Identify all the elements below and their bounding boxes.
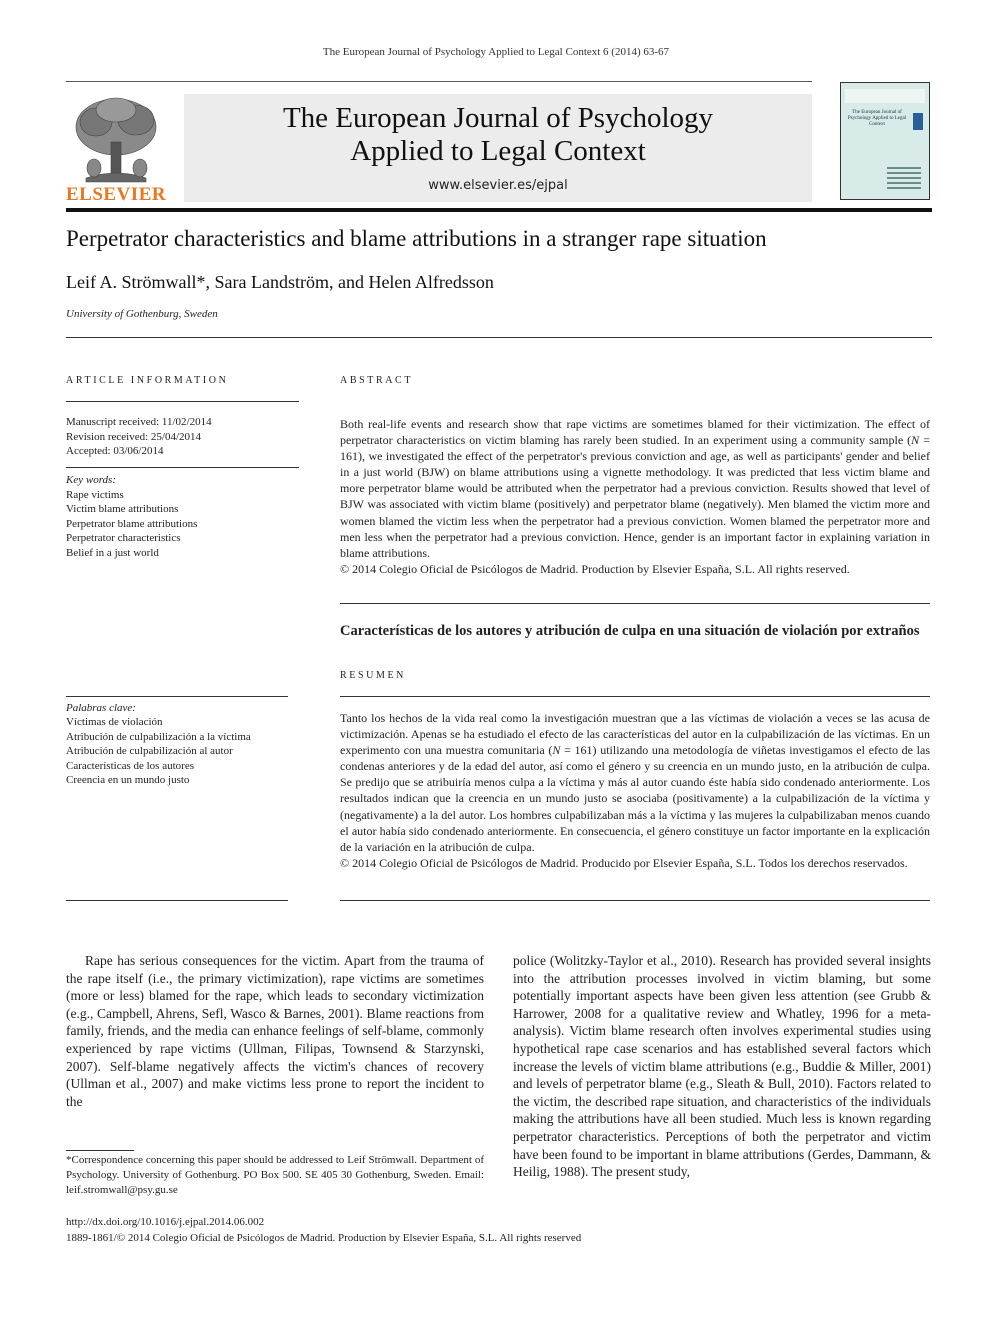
divider — [66, 467, 299, 468]
accepted-date: Accepted: 03/06/2014 — [66, 445, 164, 457]
journal-title — [184, 102, 812, 168]
author-affiliation: University of Gothenburg, Sweden — [66, 308, 218, 320]
cover-text-lines — [887, 167, 921, 192]
spanish-title: Características de los autores y atribución de culpa en una situación de violación por extraños — [340, 623, 920, 639]
palabra-item: Características de los autores — [66, 759, 194, 772]
journal-cover-thumbnail — [840, 82, 930, 200]
doi-link[interactable]: http://dx.doi.org/10.1016/j.ejpal.2014.06.002 — [66, 1216, 265, 1228]
manuscript-received: Manuscript received: 11/02/2014 — [66, 416, 212, 428]
divider — [66, 401, 299, 402]
abstract-paragraph — [340, 416, 930, 561]
revision-received: Revision received: 25/04/2014 — [66, 430, 202, 443]
body-left-column: Rape has serious consequences for the victim. Apart from the trauma of the rape itself (i.e., the primary victimization), rape victims are sometimes (more or less) blamed for the rape, which leads to secondary victimization (e.g., Campbell, Ahrens, Sefl, Wasco & Barnes, 2001). Blame reactions from family, friends, and the media can enhance feelings of self-blame, commonly experienced by rape victims (Ullman, Filipas, Townsend & Starzynski, 2007). Self-blame negatively affects the victim's chances of recovery (Ullman et al., 2007) and make victims less prone to report the incident to the — [66, 953, 484, 1109]
abstract-part-2: = 161), we investigated the effect of the perpetrator's previous conviction and age, as well as participants' gender and belief in a just world (BJW) on blame attributions using a vignette methodology. It was predicted that less victim blame and more perpetrator blame would be attributed when the perpetrator had a previous conviction. Results showed that level of BJW was associated with victim blame (positively) and perpetrator blame (negatively). Men blamed the victim more and women blamed the victim less when the perpetrator had a previous conviction. Women blamed the perpetrator more and men less when the perpetrator had a previous conviction. Hence, gender is an important factor in explaining variation in blame attributions. — [340, 433, 930, 560]
journal-title-line-2: Applied to Legal Context — [350, 135, 646, 167]
sample-size-symbol: N — [552, 743, 561, 758]
resumen-heading: RESUMEN — [340, 670, 406, 681]
keywords-label: Key words: — [66, 474, 117, 486]
elsevier-wordmark: ELSEVIER — [66, 184, 167, 205]
journal-url-link[interactable]: www.elsevier.es/ejpal — [428, 178, 568, 193]
palabras-label: Palabras clave: — [66, 702, 136, 714]
abstract-text — [340, 416, 930, 577]
header-rule-bottom — [66, 208, 932, 212]
correspondence-footnote: *Correspondence concerning this paper should be addressed to Leif Strömwall. Department of Psychology. University of Gothenburg. PO Box 500. SE 405 30 Gothenburg, Sweden. Email: leif.stromwall@psy.gu.se — [66, 1154, 484, 1196]
resumen-paragraph — [340, 710, 930, 855]
article-title: Perpetrator characteristics and blame attributions in a stranger rape situation — [66, 226, 767, 251]
cover-title: The European Journal of Psychology Applied to Legal Context — [847, 110, 907, 127]
journal-title-line-1: The European Journal of Psychology — [282, 102, 714, 134]
keyword-item: Perpetrator blame attributions — [66, 517, 198, 530]
keyword-item: Perpetrator characteristics — [66, 532, 181, 544]
palabra-item: Atribución de culpabilización al autor — [66, 745, 233, 758]
body-right-column: police (Wolitzky-Taylor et al., 2010). Research has provided several insights into the attribution processes involved in victim blaming, but some potentially important aspects have been given less attention (see Grubb & Harrower, 2008 for a qualitative review and Whatley, 1996 for a meta-analysis). Victim blame research often involves experimental studies using hypothetical rape case scenarios and has established several factors which increase the levels of victim blame attributions (e.g., Buddie & Miller, 2001) and levels of perpetrator blame (e.g., Sleath & Bull, 2010). Factors related to the victim, the described rape situation, and characteristics of the individuals making the attributions have all been studied. Much less is known regarding perpetrator characteristics. Perceptions of both the perpetrator and victim have been found to be important in blame attributions (Gerdes, Dammann, & Heilig, 1988). The present study, — [513, 953, 931, 1180]
sample-size-symbol: N — [911, 433, 920, 448]
keyword-item: Victim blame attributions — [66, 503, 179, 515]
divider — [66, 900, 288, 901]
palabra-item: Creencia en un mundo justo — [66, 774, 190, 787]
cover-header-strip — [845, 89, 925, 103]
divider — [66, 696, 288, 697]
palabra-item: Víctimas de violación — [66, 716, 163, 729]
resumen-text — [340, 710, 930, 871]
article-dates — [66, 415, 298, 459]
resumen-part-1: Tanto los hechos de la vida real como la investigación muestran que a las víctimas de violación a veces se las acusa de victimización. Apenas se ha estudiado el efecto de las características del autor en la culpabilización de las víctimas. En un experimento con una muestra comunitaria ( — [340, 711, 930, 758]
header-rule-top — [66, 81, 812, 82]
resumen-copyright: © 2014 Colegio Oficial de Psicólogos de Madrid. Producido por Elsevier España, S.L. Todos los derechos reservados. — [340, 855, 908, 870]
palabras-clave-list — [66, 701, 288, 787]
abstract-heading: ABSTRACT — [340, 375, 414, 386]
palabra-item: Atribución de culpabilización a la víctima — [66, 730, 251, 743]
divider — [340, 696, 930, 697]
divider — [66, 337, 932, 338]
resumen-part-2: = 161) utilizando una metodología de viñetas investigamos el efecto de las condenas anteriores y de la edad del autor, así como el género y su creencia en un mundo justo, en la atribución de culpa. Se predijo que se atribuiría menos culpa a la víctima y más al autor cuando éste había sido condenado anteriormente. Los resultados indican que la creencia en un mundo justo se asociaba (positivamente) a la culpabilización de la víctima y (negativamente) a la del autor. Los hombres culpabilizaban más a la víctima y las mujeres la culpabilizaban menos cuando el autor había sido condenado anteriormente. En consecuencia, el género constituye un factor importante en la explicación de la variación en la atribución de culpa. — [340, 743, 930, 854]
divider — [340, 900, 930, 901]
abstract-part-1: Both real-life events and research show that rape victims are sometimes blamed for their victimization. The effect of perpetrator characteristics on victim blaming has rarely been studied. In an experiment using a community sample ( — [340, 417, 930, 448]
divider — [340, 603, 930, 604]
article-authors: Leif A. Strömwall*, Sara Landström, and Helen Alfredsson — [66, 272, 494, 292]
article-info-heading: ARTICLE INFORMATION — [66, 375, 229, 386]
footnote-rule — [66, 1150, 134, 1151]
issn-copyright: 1889-1861/© 2014 Colegio Oficial de Psicólogos de Madrid. Production by Elsevier España, S.L. All rights reserved — [66, 1232, 582, 1244]
keyword-item: Rape victims — [66, 488, 124, 501]
keywords-list — [66, 473, 298, 560]
cover-badge — [913, 113, 923, 130]
keyword-item: Belief in a just world — [66, 546, 159, 559]
abstract-copyright: © 2014 Colegio Oficial de Psicólogos de Madrid. Production by Elsevier España, S.L. All rights reserved. — [340, 561, 850, 576]
journal-citation: The European Journal of Psychology Applied to Legal Context 6 (2014) 63-67 — [322, 46, 670, 58]
